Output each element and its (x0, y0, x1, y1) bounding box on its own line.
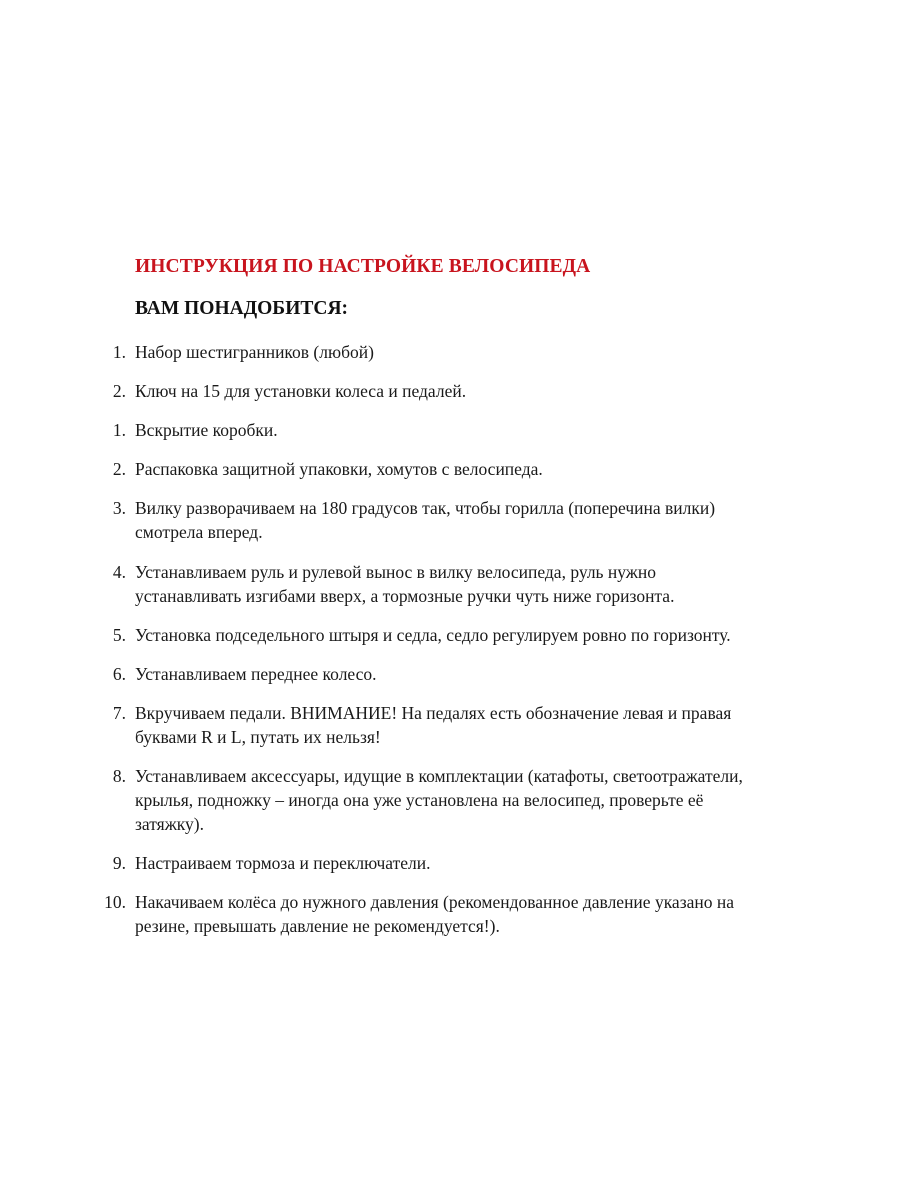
list-item-number: 7. (112, 703, 126, 723)
list-item-text: Ключ на 15 для установки колеса и педалей. (135, 381, 467, 401)
list-item-number: 5. (112, 625, 126, 645)
requirements-heading: ВАМ ПОНАДОБИТСЯ: (135, 298, 349, 319)
list-item-text: Настраиваем тормоза и переключатели. (135, 853, 431, 873)
list-item-text: Устанавливаем руль и рулевой вынос в вилку велосипеда, руль нужно устанавливать изгибами вверх, а тормозные ручки чуть ниже горизонта. (135, 562, 675, 606)
list-item-number: 1. (112, 420, 126, 440)
list-item-text: Накачиваем колёса до нужного давления (рекомендованное давление указано на резине, превышать давление не рекомендуется!). (135, 892, 734, 936)
list-item-number: 6. (112, 664, 126, 684)
list-item-number: 9. (112, 853, 126, 873)
list-item-text: Устанавливаем аксессуары, идущие в комплектации (катафоты, светоотражатели, крылья, подножку – иногда она уже установлена на велосипед, проверьте её затяжку). (135, 766, 743, 834)
list-item-number: 2. (112, 381, 126, 401)
list-item-number: 4. (112, 562, 126, 582)
list-item-text: Вкручиваем педали. ВНИМАНИЕ! На педалях есть обозначение левая и правая буквами R и L, путать их нельзя! (135, 703, 732, 747)
list-item-number: 10. (104, 892, 126, 912)
list-item-text: Распаковка защитной упаковки, хомутов с велосипеда. (135, 459, 543, 479)
list-item-text: Устанавливаем переднее колесо. (135, 664, 377, 684)
list-item-number: 1. (112, 342, 126, 362)
list-item-text: Вскрытие коробки. (135, 420, 278, 440)
list-item-number: 2. (112, 459, 126, 479)
list-item-text: Вилку разворачиваем на 180 градусов так, чтобы горилла (поперечина вилки) смотрела вперед. (135, 498, 716, 542)
list-item-text: Набор шестигранников (любой) (135, 342, 374, 362)
list-item-text: Установка подседельного штыря и седла, седло регулируем ровно по горизонту. (135, 625, 731, 645)
list-item-number: 3. (112, 498, 126, 518)
list-item-number: 8. (112, 766, 126, 786)
document-title: ИНСТРУКЦИЯ ПО НАСТРОЙКЕ ВЕЛОСИПЕДА (135, 256, 591, 277)
